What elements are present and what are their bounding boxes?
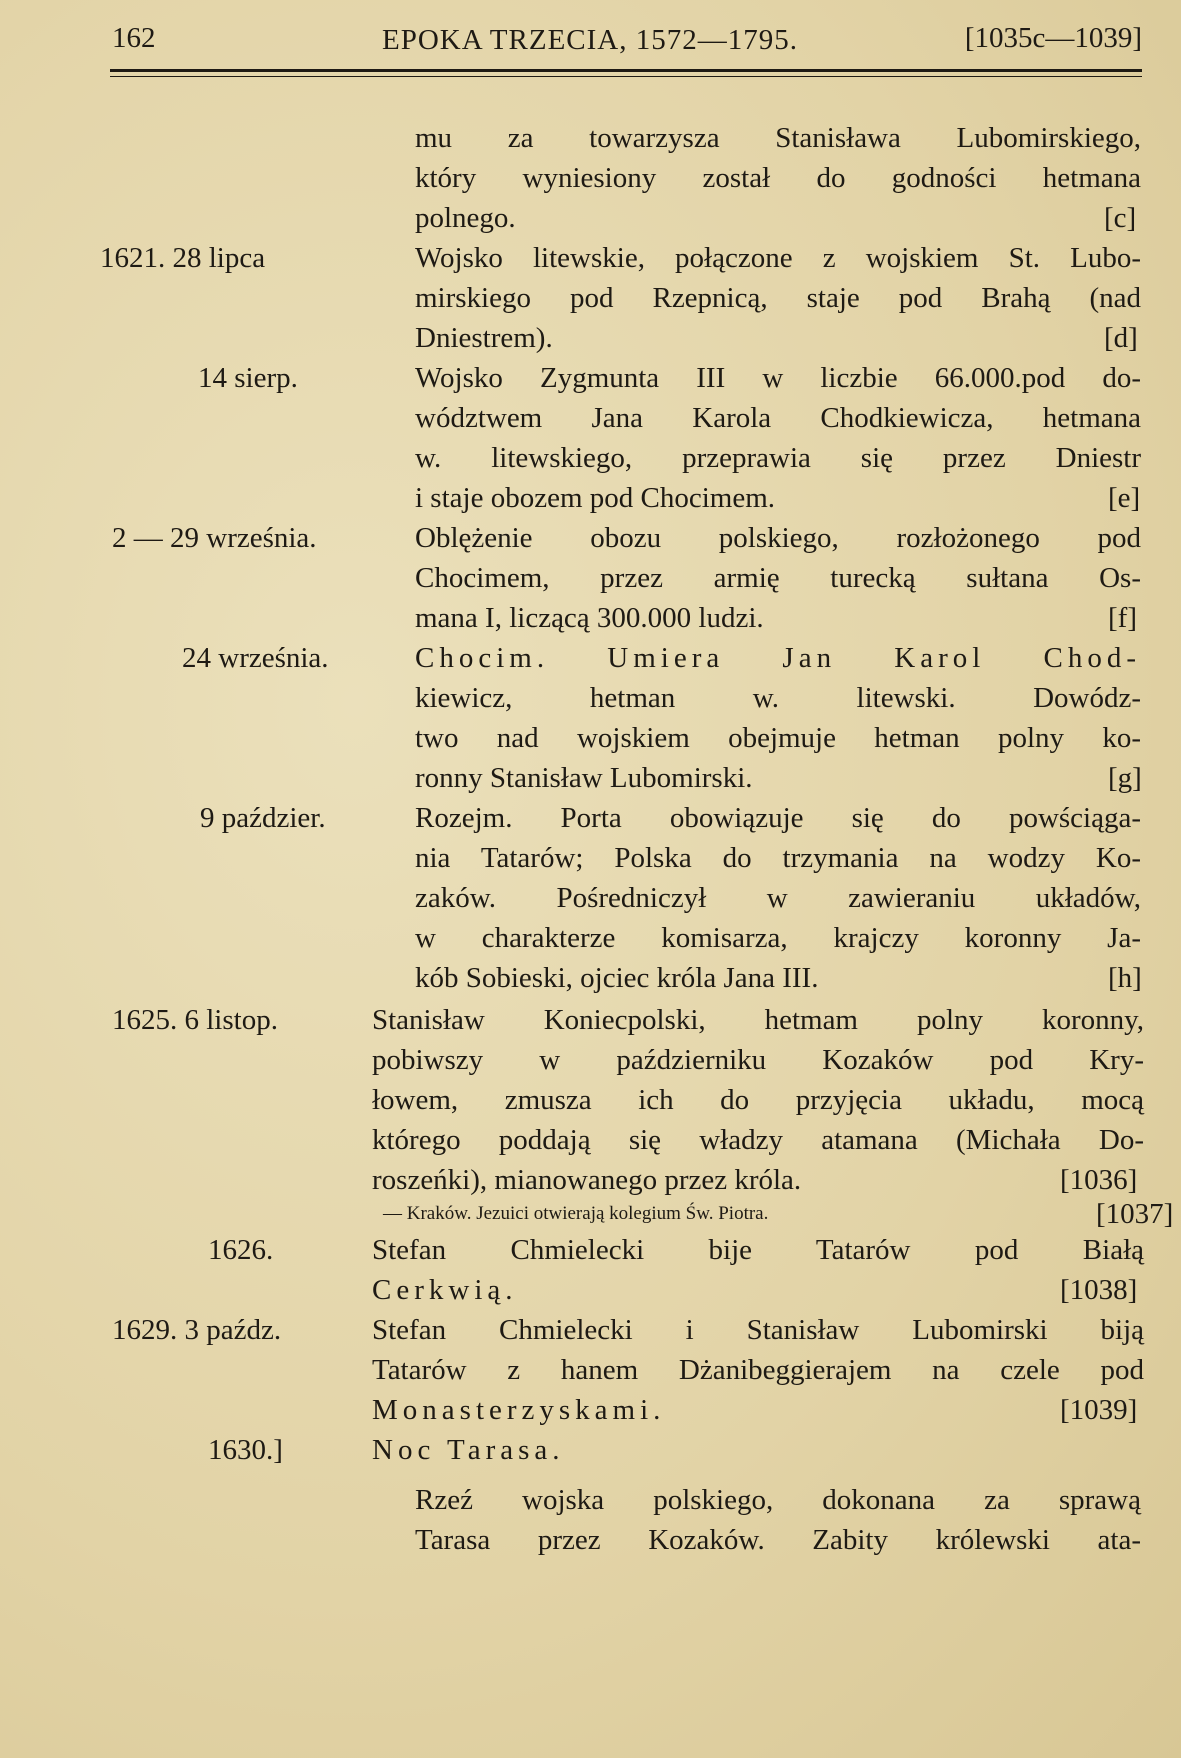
entry-text-line: Monasterzyskami.: [372, 1394, 666, 1426]
entry-date: 1630.]: [208, 1434, 283, 1466]
entry-text-line: kiewicz, hetman w. litewski. Dowódz-: [415, 682, 1141, 714]
entry-text-line: Stefan Chmielecki i Stanisław Lubomirski biją: [372, 1314, 1144, 1346]
entry-date: 1621. 28 lipca: [100, 242, 266, 274]
entry-text-line: Oblężenie obozu polskiego, rozłożonego pod: [415, 522, 1141, 554]
entry-text-line: Rozejm. Porta obowiązuje się do powściąga-: [415, 802, 1141, 834]
header-rule-thick: [110, 69, 1142, 72]
entry-text-line: Rzeź wojska polskiego, dokonana za sprawą: [415, 1484, 1141, 1516]
entry-text-line: zaków. Pośredniczył w zawieraniu układów,: [415, 882, 1141, 914]
entry-text-line: łowem, zmusza ich do przyjęcia układu, mocą: [372, 1084, 1144, 1116]
entry-text-line: w. litewskiego, przeprawia się przez Dniestr: [415, 442, 1141, 474]
entry-text-line: Cerkwią.: [372, 1274, 518, 1306]
entry-reference: [f]: [1108, 602, 1137, 634]
entry-text-line: mu za towarzysza Stanisława Lubomirskiego,: [415, 122, 1141, 154]
entry-text-line: Stefan Chmielecki bije Tatarów pod Białą: [372, 1234, 1144, 1266]
entry-text-line: Tarasa przez Kozaków. Zabity królewski ata-: [415, 1524, 1141, 1556]
entry-text-line: Chocim. Umiera Jan Karol Chod-: [415, 642, 1141, 674]
page-number: 162: [112, 22, 156, 54]
entry-reference: [d]: [1104, 322, 1138, 354]
entry-date: 2 — 29 września.: [112, 522, 317, 554]
entry-text-line: w charakterze komisarza, krajczy koronny Ja-: [415, 922, 1141, 954]
entry-text-line: Tatarów z hanem Dżanibeggierajem na czele pod: [372, 1354, 1144, 1386]
entry-date: 14 sierp.: [198, 362, 298, 394]
entry-reference: [e]: [1108, 482, 1141, 514]
entry-text-line: Dniestrem).: [415, 322, 553, 354]
entry-date: 9 paździer.: [200, 802, 326, 834]
entry-text-line: i staje obozem pod Chocimem.: [415, 482, 776, 514]
entry-reference: [c]: [1104, 202, 1137, 234]
entry-text-line: który wyniesiony został do godności hetmana: [415, 162, 1141, 194]
entry-text-line: wództwem Jana Karola Chodkiewicza, hetmana: [415, 402, 1141, 434]
entry-text-line: — Kraków. Jezuici otwierają kolegium Św. Piotra.: [383, 1203, 769, 1224]
entry-date: 1626.: [208, 1234, 274, 1266]
entry-text-line: Chocimem, przez armię turecką sułtana Os-: [415, 562, 1141, 594]
entry-date: 1629. 3 paźdz.: [112, 1314, 282, 1346]
entry-text-line: pobiwszy w październiku Kozaków pod Kry-: [372, 1044, 1144, 1076]
entry-reference: [1037]: [1096, 1198, 1174, 1230]
entry-text-line: nia Tatarów; Polska do trzymania na wodzy Ko-: [415, 842, 1141, 874]
entry-text-line: roszeńki), mianowanego przez króla.: [372, 1164, 802, 1196]
entry-text-line: mirskiego pod Rzepnicą, staje pod Brahą (nad: [415, 282, 1141, 314]
entry-text-line: Wojsko Zygmunta III w liczbie 66.000.pod do-: [415, 362, 1141, 394]
entry-range: [1035c—1039]: [964, 22, 1142, 54]
entry-date: 1625. 6 listop.: [112, 1004, 278, 1036]
entry-text-line: ronny Stanisław Lubomirski.: [415, 762, 753, 794]
entry-text-line: two nad wojskiem obejmuje hetman polny ko-: [415, 722, 1141, 754]
entry-text-line: Wojsko litewskie, połączone z wojskiem St. Lubo-: [415, 242, 1141, 274]
entry-date: 24 września.: [182, 642, 329, 674]
entry-text-line: polnego.: [415, 202, 516, 234]
entry-text-line: Stanisław Koniecpolski, hetmam polny koronny,: [372, 1004, 1144, 1036]
entry-reference: [1039]: [1060, 1394, 1138, 1426]
entry-reference: [1036]: [1060, 1164, 1138, 1196]
entry-reference: [1038]: [1060, 1274, 1138, 1306]
entry-text-line: którego poddają się władzy atamana (Michała Do-: [372, 1124, 1144, 1156]
header-rule-thin: [110, 76, 1142, 77]
running-header: [112, 22, 1142, 62]
entry-text-line: kób Sobieski, ojciec króla Jana III.: [415, 962, 819, 994]
entry-reference: [h]: [1108, 962, 1142, 994]
entry-reference: [g]: [1108, 762, 1142, 794]
entry-text-line: mana I, liczącą 300.000 ludzi.: [415, 602, 764, 634]
running-title: EPOKA TRZECIA, 1572—1795.: [382, 24, 798, 56]
entry-text-line: Noc Tarasa.: [372, 1434, 565, 1466]
